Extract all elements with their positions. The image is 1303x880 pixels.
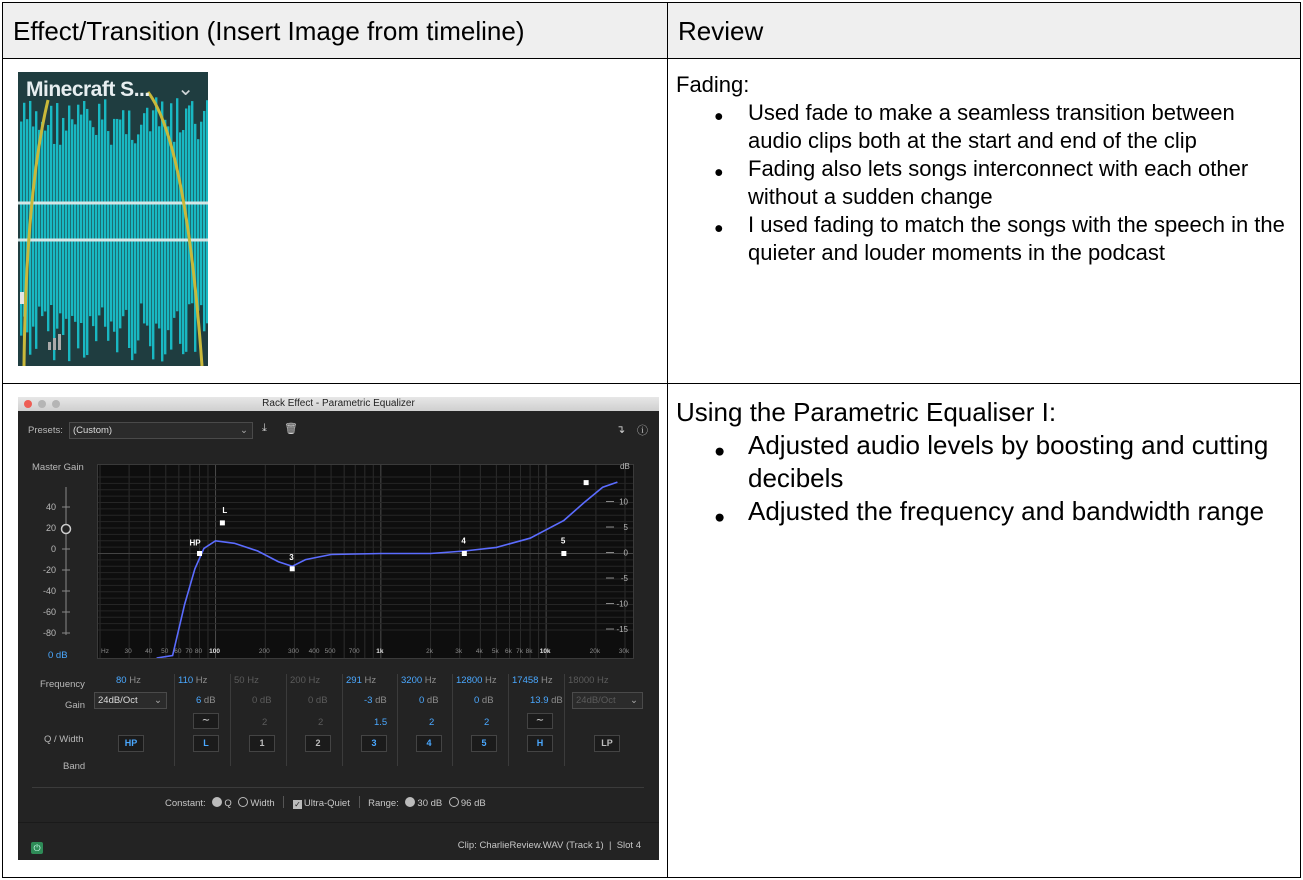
band-toggle-2[interactable]: 2 xyxy=(305,735,331,752)
band-gain-value[interactable]: 0 dB xyxy=(308,695,328,706)
band-toggle-5[interactable]: 5 xyxy=(471,735,497,752)
band-separator xyxy=(452,674,453,766)
band-toggle-3[interactable]: 3 xyxy=(361,735,387,752)
freq-tick-label: 30k xyxy=(618,648,630,655)
review-table xyxy=(2,2,1301,878)
master-gain-tick-label: 0 xyxy=(50,544,56,554)
eq-node-label: L xyxy=(222,505,228,515)
parametric-equalizer-window xyxy=(18,397,659,860)
band-q-value[interactable]: 2 xyxy=(262,717,268,728)
constant-q-label: Q xyxy=(224,798,232,809)
db-tick-label: -15 xyxy=(616,625,628,634)
band-row-label: Band xyxy=(63,761,86,772)
eq-curve-plot[interactable] xyxy=(98,465,633,658)
eq-node-label: 3 xyxy=(289,552,294,562)
band-separator xyxy=(397,674,398,766)
trash-icon[interactable]: 🗑 xyxy=(284,423,298,435)
table-header-row xyxy=(3,3,1301,59)
band-frequency-value[interactable]: 291 Hz xyxy=(346,675,377,686)
band-q-value[interactable]: 2 xyxy=(318,717,324,728)
band-q-value[interactable]: 2 xyxy=(484,717,490,728)
frequency-axis xyxy=(97,644,632,658)
freq-tick-label: 10k xyxy=(539,648,551,655)
band-frequency-value[interactable]: 17458 Hz xyxy=(512,675,553,686)
zoom-icon[interactable] xyxy=(52,400,60,408)
eq-band-node[interactable] xyxy=(462,551,467,556)
db-tick-label: -10 xyxy=(616,599,628,609)
presets-dropdown[interactable] xyxy=(69,422,253,439)
freq-tick-label: 7k xyxy=(516,648,523,655)
master-gain-slider[interactable] xyxy=(28,477,78,647)
chevron-down-icon: ⌄ xyxy=(177,78,194,100)
eq-band-node[interactable] xyxy=(561,551,566,556)
band-separator xyxy=(286,674,287,766)
band-gain-value[interactable]: 0 dB xyxy=(474,695,494,706)
freq-tick-label: 6k xyxy=(505,648,512,655)
chevron-down-icon: ⌄ xyxy=(630,695,638,706)
info-icon[interactable]: ⓘ xyxy=(637,425,648,437)
freq-tick-label: 100 xyxy=(209,648,220,655)
master-gain-tick-label: -40 xyxy=(42,586,56,596)
constant-options xyxy=(165,796,486,809)
preset-value: (Custom) xyxy=(73,425,113,436)
slot-label: Slot 4 xyxy=(616,840,641,851)
fade-clip-cell xyxy=(3,59,668,384)
low-shelf-icon[interactable]: ∼ xyxy=(193,713,219,729)
clip-info: Clip: CharlieReview.WAV (Track 1) | Slot 4 xyxy=(457,840,641,851)
presets-label: Presets: xyxy=(28,425,63,436)
freq-tick-label: 3k xyxy=(455,648,463,655)
list-item: ● I used fading to match the songs with the speech in the quieter and louder moments in the podcast xyxy=(748,211,1290,267)
band-gain-value[interactable]: 6 dB xyxy=(196,695,216,706)
chevron-down-icon: ⌄ xyxy=(240,425,248,436)
ultra-quiet-label: Ultra-Quiet xyxy=(303,798,350,809)
master-gain-knob[interactable] xyxy=(62,525,71,534)
review-list xyxy=(676,99,1290,267)
band-separator xyxy=(564,674,565,766)
freq-tick-label: 4k xyxy=(475,648,483,655)
band-frequency-value[interactable]: 50 Hz xyxy=(234,675,259,686)
ultra-quiet-checkbox[interactable]: ✓ xyxy=(294,800,301,809)
freq-tick-label: 70 xyxy=(185,648,193,655)
fade-review xyxy=(668,59,1300,267)
band-toggle-4[interactable]: 4 xyxy=(416,735,442,752)
review-heading: Using the Parametric Equaliser I: xyxy=(676,397,1057,427)
master-gain-tick-label: -60 xyxy=(42,607,56,617)
freq-tick-label: 30 xyxy=(124,648,132,655)
freq-tick-label: 8k xyxy=(525,648,533,655)
constant-width-label: Width xyxy=(250,798,275,809)
gain-row-label: Gain xyxy=(65,700,86,711)
db-unit-label: dB xyxy=(620,462,630,471)
band-toggle-lp[interactable]: LP xyxy=(594,735,620,752)
band-gain-value[interactable]: -3 dB xyxy=(364,695,387,706)
divider xyxy=(32,787,644,788)
clip-waveform xyxy=(18,72,208,366)
list-item: ● Fading also lets songs interconnect with each other without a sudden change xyxy=(748,155,1290,211)
master-gain-label: Master Gain xyxy=(32,462,84,473)
freq-tick-label: 200 xyxy=(258,648,270,655)
freq-tick-label: 300 xyxy=(287,648,299,655)
list-item: ● Adjusted the frequency and bandwidth range xyxy=(748,495,1290,528)
band-frequency-value[interactable]: 12800 Hz xyxy=(456,675,497,686)
db-tick-label: 0 xyxy=(623,548,628,558)
band-gain-value[interactable]: 0 dB xyxy=(252,695,272,706)
window-title: Rack Effect - Parametric Equalizer xyxy=(262,398,415,409)
master-gain-tick-label: -80 xyxy=(42,628,56,638)
band-separator xyxy=(508,674,509,766)
master-gain-tick-label: 20 xyxy=(45,523,56,533)
constant-label: Constant: xyxy=(165,798,206,809)
master-gain-tick-label: 40 xyxy=(45,502,56,512)
minimize-icon[interactable] xyxy=(38,400,46,408)
eq-node-label: 5 xyxy=(560,536,566,546)
freq-tick-label: 5k xyxy=(491,648,499,655)
eq-node-label: 4 xyxy=(461,536,466,546)
freq-tick-label: Hz xyxy=(101,648,109,655)
header-review: Review xyxy=(668,3,1301,59)
range-label: Range: xyxy=(368,798,399,809)
eq-review-cell xyxy=(668,384,1301,878)
close-icon[interactable] xyxy=(24,400,32,408)
freq-tick-label: 20k xyxy=(589,648,601,655)
eq-review xyxy=(668,384,1300,528)
power-icon[interactable]: ⏻ xyxy=(31,842,43,854)
band-frequency-value[interactable]: 80 Hz xyxy=(116,675,141,686)
band-frequency-value[interactable]: 110 Hz xyxy=(178,675,208,686)
db-axis xyxy=(598,457,648,657)
save-preset-icon[interactable]: ⤓ xyxy=(262,422,267,434)
range-96-label: 96 dB xyxy=(460,798,486,809)
band-frequency-value[interactable]: 200 Hz xyxy=(290,675,321,686)
db-tick-label: -5 xyxy=(620,574,628,583)
constant-q-radio[interactable] xyxy=(212,797,222,807)
eq-band-node[interactable] xyxy=(197,551,202,556)
routing-icon[interactable]: ↴ xyxy=(616,424,626,436)
review-heading: Fading: xyxy=(676,72,750,97)
chevron-down-icon: ⌄ xyxy=(154,695,162,706)
freq-tick-label: 400 xyxy=(308,648,320,655)
range-30-label: 30 dB xyxy=(417,798,443,809)
header-effect-transition: Effect/Transition (Insert Image from timeline) xyxy=(3,3,668,59)
band-q-value[interactable]: 1.5 xyxy=(374,717,388,728)
band-separator xyxy=(174,674,175,766)
band-frequency-value[interactable]: 3200 Hz xyxy=(401,675,437,686)
eq-band-node[interactable] xyxy=(220,520,225,525)
clip-title: Minecraft S... xyxy=(26,78,150,101)
eq-screenshot-cell xyxy=(3,384,668,878)
constant-width-radio[interactable] xyxy=(238,797,248,807)
high-shelf-icon[interactable]: ∼ xyxy=(527,713,553,729)
master-gain-tick-label: -20 xyxy=(42,565,56,575)
freq-tick-label: 700 xyxy=(348,648,360,655)
eq-band-node[interactable] xyxy=(290,566,295,571)
freq-tick-label: 2k xyxy=(426,648,434,655)
table-row xyxy=(3,384,1301,878)
freq-tick-label: 80 xyxy=(194,648,203,655)
band-q-value[interactable]: 2 xyxy=(429,717,435,728)
band-gain-value[interactable]: 13.9 dB xyxy=(530,695,563,706)
freq-tick-label: 50 xyxy=(161,648,169,655)
list-item: ● Used fade to make a seamless transition between audio clips both at the start and end of the clip xyxy=(748,99,1290,155)
window-titlebar xyxy=(18,397,659,411)
divider xyxy=(18,822,659,823)
band-slope-dropdown[interactable]: 24dB/Oct ⌄ xyxy=(572,692,643,709)
review-list xyxy=(676,429,1290,528)
list-item: ● Adjusted audio levels by boosting and cutting decibels xyxy=(748,429,1290,495)
band-separator xyxy=(230,674,231,766)
table-row xyxy=(3,59,1301,384)
db-tick-label: 5 xyxy=(623,523,628,532)
frequency-row-label: Frequency xyxy=(40,679,85,690)
band-toggle-l[interactable]: L xyxy=(193,735,219,752)
range-30-radio[interactable] xyxy=(405,797,415,807)
freq-tick-label: 60 xyxy=(174,648,182,655)
band-toggle-1[interactable]: 1 xyxy=(249,735,275,752)
master-gain-value: 0 dB xyxy=(48,650,68,661)
freq-tick-label: 1k xyxy=(376,648,384,655)
range-96-radio[interactable] xyxy=(449,797,459,807)
eq-band-node[interactable] xyxy=(584,480,589,485)
db-tick-label: 10 xyxy=(619,497,628,507)
eq-node-label: HP xyxy=(189,538,201,548)
q-width-row-label: Q / Width xyxy=(44,734,84,745)
band-separator xyxy=(342,674,343,766)
freq-tick-label: 500 xyxy=(324,648,336,655)
band-gain-value[interactable]: 0 dB xyxy=(419,695,439,706)
band-frequency-value[interactable]: 18000 Hz xyxy=(568,675,609,686)
band-slope-dropdown[interactable]: 24dB/Oct ⌄ xyxy=(94,692,167,709)
band-toggle-hp[interactable]: HP xyxy=(118,735,144,752)
timeline-clip-image xyxy=(18,72,208,366)
band-toggle-h[interactable]: H xyxy=(527,735,553,752)
fade-review-cell xyxy=(668,59,1301,384)
eq-graph[interactable] xyxy=(97,464,634,659)
freq-tick-label: 40 xyxy=(145,648,153,655)
